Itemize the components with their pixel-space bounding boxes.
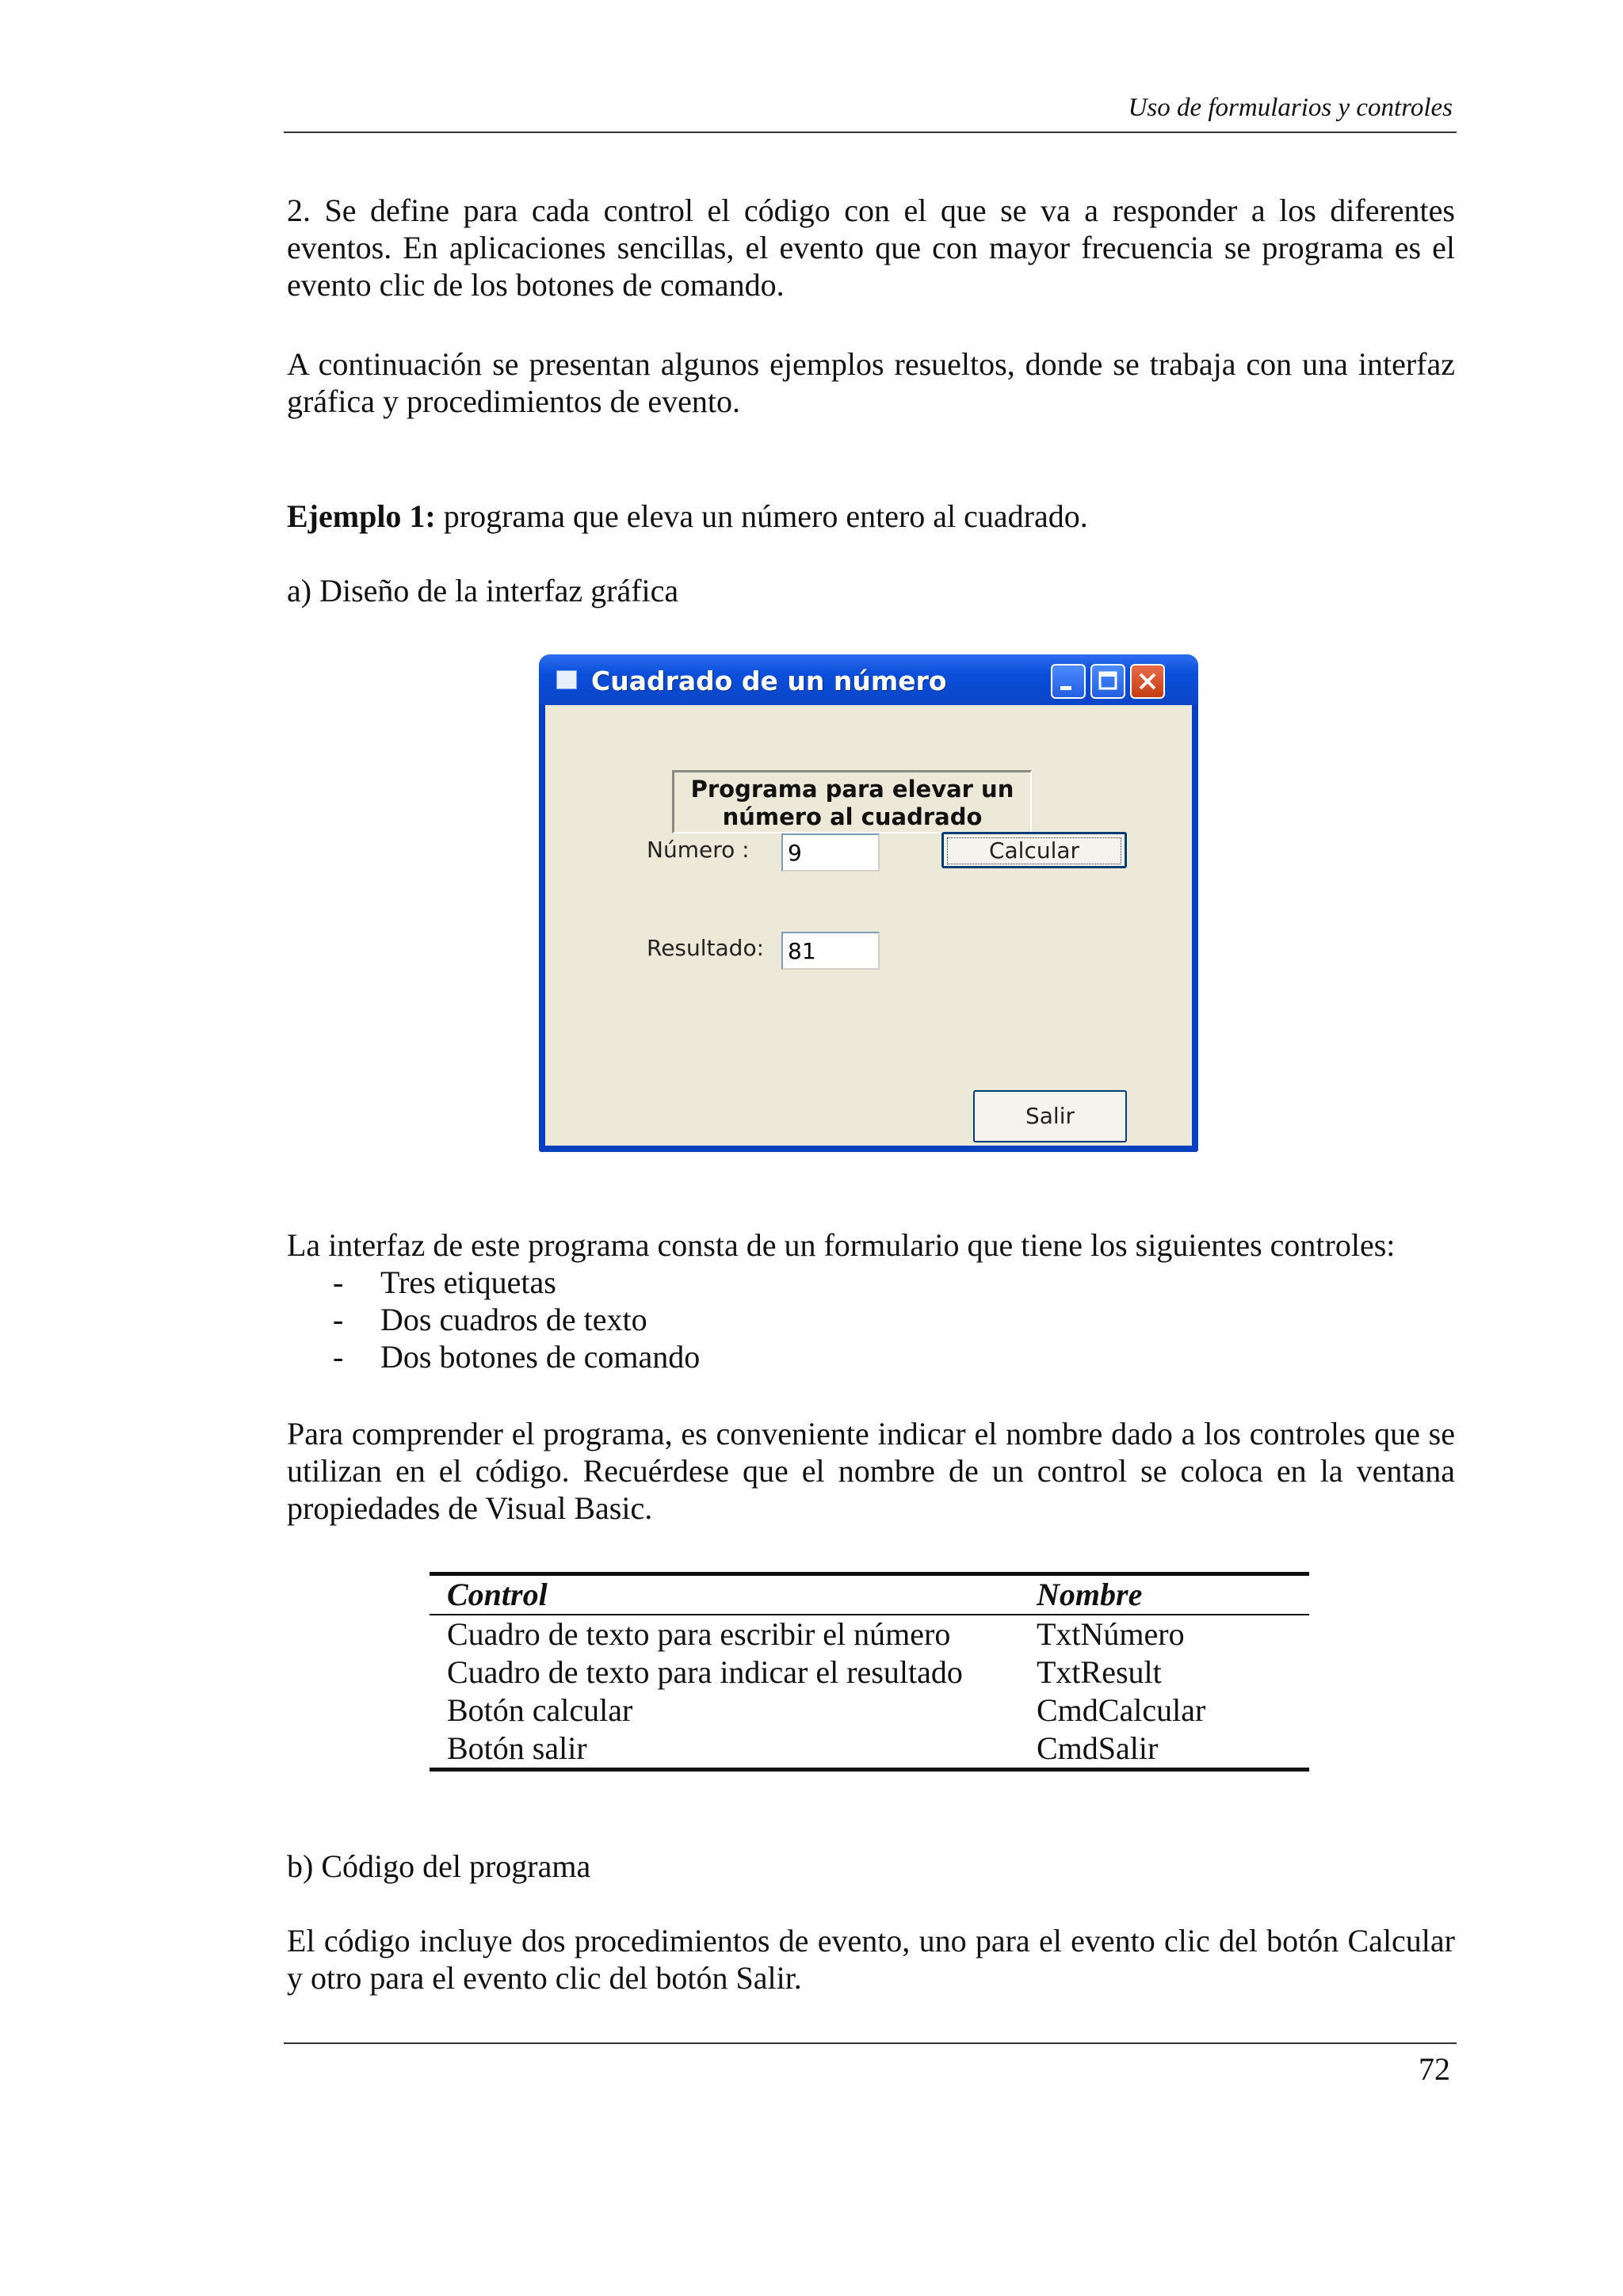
table-row bbox=[430, 1653, 1309, 1691]
controls-intro: La interfaz de este programa consta de un formulario que tiene los siguientes controles: bbox=[287, 1227, 1396, 1263]
table-cell: Botón salir bbox=[447, 1730, 587, 1766]
table-cell: CmdSalir bbox=[1037, 1730, 1159, 1766]
footer-rule bbox=[284, 2042, 1457, 2044]
paragraph-control-names: Para comprender el programa, es conveniente indicar el nombre dado a los controles que se utilizan en el código. Recuérdese que el nombre de un control se coloca en la ventana propiedades de Visual Basic. bbox=[287, 1416, 1455, 1526]
txt-numero-input[interactable]: 9 bbox=[781, 833, 880, 871]
table-row bbox=[430, 1615, 1309, 1653]
running-header: Uso de formularios y controles bbox=[1128, 93, 1453, 122]
dialog-window bbox=[539, 654, 1198, 1152]
resultado-label: Resultado: bbox=[647, 935, 765, 961]
dialog-client-area bbox=[545, 705, 1192, 1146]
close-button[interactable] bbox=[1130, 664, 1165, 699]
subsection-a: a) Diseño de la interfaz gráfica bbox=[287, 573, 679, 608]
list-item: - Dos botones de comando bbox=[333, 1339, 701, 1375]
dialog-title: Cuadrado de un número bbox=[591, 666, 947, 696]
list-item: - Dos cuadros de texto bbox=[333, 1302, 647, 1337]
maximize-button[interactable] bbox=[1090, 664, 1125, 699]
controls-list bbox=[333, 1264, 700, 1375]
table-header-control: Control bbox=[447, 1577, 548, 1612]
dialog-titlebar[interactable] bbox=[539, 654, 1198, 705]
paragraph-code: El código incluye dos procedimientos de evento, uno para el evento clic del botón Calcular y otro para el evento clic del botón Salir. bbox=[287, 1923, 1455, 1996]
list-item: - Tres etiquetas bbox=[333, 1264, 556, 1300]
header-rule bbox=[284, 132, 1457, 133]
calcular-button-label: Calcular bbox=[947, 837, 1121, 864]
minimize-button[interactable] bbox=[1051, 664, 1086, 699]
numero-label: Número : bbox=[647, 837, 750, 863]
title-label-line1: Programa para elevar un bbox=[690, 776, 1014, 803]
table-row bbox=[430, 1730, 1309, 1770]
table-cell: Cuadro de texto para indicar el resultado bbox=[447, 1654, 963, 1690]
minimize-icon bbox=[1052, 666, 1084, 697]
calcular-button[interactable] bbox=[941, 832, 1127, 868]
table-row bbox=[430, 1691, 1309, 1730]
title-label bbox=[672, 770, 1032, 833]
page-number: 72 bbox=[1419, 2051, 1450, 2087]
table-cell: TxtNúmero bbox=[1037, 1616, 1185, 1652]
maximize-icon bbox=[1092, 666, 1124, 697]
paragraph-events: 2. Se define para cada control el código con el que se va a responder a los diferentes eventos. En aplicaciones sencillas, el evento que con mayor frecuencia se programa es el evento clic de los botones de comando. bbox=[287, 193, 1455, 303]
example-text: programa que eleva un número entero al cuadrado. bbox=[435, 498, 1088, 534]
salir-button[interactable]: Salir bbox=[973, 1090, 1127, 1142]
app-icon bbox=[556, 670, 577, 689]
example-heading bbox=[287, 498, 1455, 535]
txt-result-input[interactable]: 81 bbox=[781, 932, 880, 970]
table-cell: Botón calcular bbox=[447, 1692, 633, 1728]
table-header-nombre: Nombre bbox=[1037, 1577, 1143, 1612]
table-header-row bbox=[430, 1574, 1309, 1615]
table-cell: TxtResult bbox=[1037, 1654, 1162, 1690]
controls-table bbox=[430, 1572, 1309, 1772]
close-icon bbox=[1132, 666, 1163, 697]
subsection-b: b) Código del programa bbox=[287, 1848, 591, 1884]
title-label-line2: número al cuadrado bbox=[722, 803, 983, 830]
table-cell: CmdCalcular bbox=[1037, 1692, 1206, 1728]
paragraph-examples: A continuación se presentan algunos ejemplos resueltos, donde se trabaja con una interfaz gráfica y procedimientos de evento. bbox=[287, 346, 1455, 419]
table-cell: Cuadro de texto para escribir el número bbox=[447, 1616, 951, 1652]
example-label: Ejemplo 1: bbox=[287, 498, 436, 534]
